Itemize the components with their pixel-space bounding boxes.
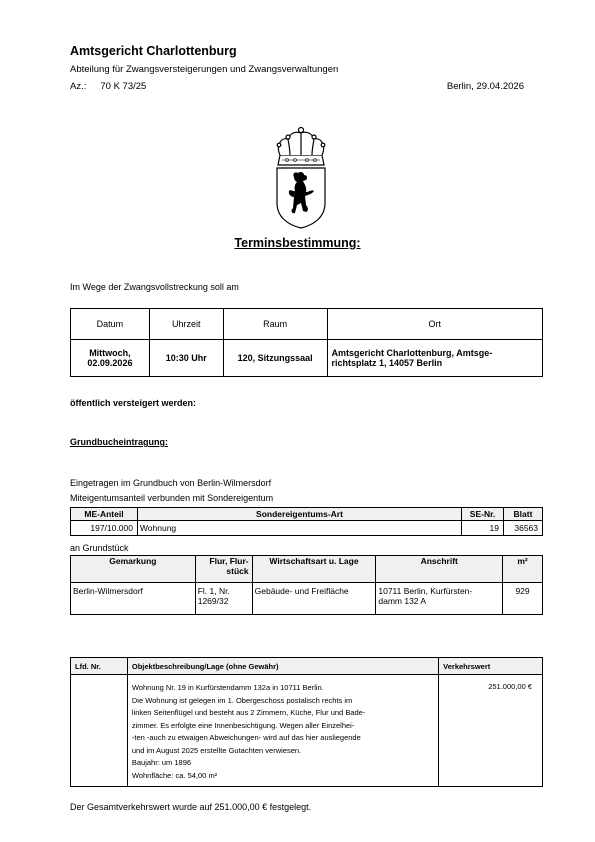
gs-row — [71, 583, 543, 615]
department-name: Abteilung für Zwangsversteigerungen und Zwangsverwaltungen — [70, 64, 339, 75]
eingetragen-text: Eingetragen im Grundbuch von Berlin-Wilmersdorf — [70, 478, 272, 488]
berlin-coat-of-arms-icon — [272, 125, 330, 229]
me-header-row — [71, 508, 543, 521]
termin-raum: 120, Sitzungssaal — [223, 340, 327, 377]
az-number: 70 K 73/25 — [100, 81, 147, 92]
az-label: Az.: — [70, 81, 87, 92]
termin-uhrzeit: 10:30 Uhr — [149, 340, 223, 377]
objekt-beschreibung — [127, 675, 438, 787]
ort-line-1: Amtsgericht Charlottenburg, Amtsge- — [331, 348, 493, 358]
header-wirtschaftsart: Wirtschaftsart u. Lage — [252, 556, 376, 583]
objekt-line: zimmer. Es erfolgte eine Innenbesichtigung. Wegen aller Einzelhei- — [131, 720, 355, 730]
anschrift-line-1: 10711 Berlin, Kurfürsten- — [378, 586, 473, 596]
court-name: Amtsgericht Charlottenburg — [70, 44, 237, 58]
anschrift — [376, 583, 503, 615]
header-flur — [195, 556, 252, 583]
wirtschaftsart: Gebäude- und Freifläche — [252, 583, 376, 615]
header-objektbeschreibung: Objektbeschreibung/Lage (ohne Gewähr) — [127, 658, 438, 675]
termin-datum — [71, 340, 150, 377]
header-raum: Raum — [223, 309, 327, 340]
an-grundstueck-text: an Grundstück — [70, 543, 129, 553]
flur-line-1: Fl. 1, Nr. — [197, 586, 230, 596]
header-blatt: Blatt — [504, 508, 543, 521]
verkehrswert: 251.000,00 € — [439, 675, 543, 787]
header-verkehrswert: Verkehrswert — [439, 658, 543, 675]
qm: 929 — [503, 583, 543, 615]
header-lfd-nr: Lfd. Nr. — [71, 658, 128, 675]
termin-ort — [327, 340, 542, 377]
header-uhrzeit: Uhrzeit — [149, 309, 223, 340]
objekt-line: -ten -auch zu etwaigen Abweichungen- wird auf das hier ausliegende — [131, 733, 361, 742]
datum-weekday: Mittwoch, — [89, 348, 131, 358]
objekt-line: Wohnung Nr. 19 in Kurfürstendamm 132a in 10711 Berlin. — [131, 683, 324, 692]
blatt: 36563 — [504, 521, 543, 536]
objekt-line: Wohnfläche: ca. 54,00 m² — [131, 770, 218, 780]
case-number — [70, 81, 146, 92]
me-table — [70, 507, 543, 536]
summary-text: Der Gesamtverkehrswert wurde auf 251.000,00 € festgelegt. — [70, 802, 312, 812]
header-me-anteil: ME-Anteil — [71, 508, 138, 521]
me-anteil: 197/10.000 — [71, 521, 138, 536]
document-title: Terminsbestimmung: — [234, 236, 361, 250]
objekt-row — [71, 675, 543, 787]
termin-header-row — [71, 309, 543, 340]
se-nr: 19 — [462, 521, 504, 536]
flur-line-2: 1269/32 — [197, 596, 229, 606]
objekt-line: linken Seitenflügel und besteht aus 2 Zimmern, Küche, Flur und Bade- — [131, 708, 366, 717]
header-se-art: Sondereigentums-Art — [137, 508, 461, 521]
header-flur-line-2: stück — [226, 566, 249, 576]
header-qm: m² — [503, 556, 543, 583]
intro-text: Im Wege der Zwangsvollstreckung soll am — [70, 282, 239, 292]
termin-value-row — [71, 340, 543, 377]
objekt-table — [70, 657, 543, 787]
header-datum: Datum — [71, 309, 150, 340]
objekt-header-row — [71, 658, 543, 675]
ort-line-2: richtsplatz 1, 14057 Berlin — [331, 358, 443, 368]
header-gemarkung: Gemarkung — [71, 556, 196, 583]
objekt-line: und im August 2025 erstellte Gutachten verwiesen. — [131, 745, 302, 755]
anschrift-line-2: damm 132 A — [378, 596, 427, 606]
me-row — [71, 521, 543, 536]
miteigentum-text: Miteigentumsanteil verbunden mit Sondereigentum — [70, 493, 274, 503]
se-art: Wohnung — [137, 521, 461, 536]
lfd-nr — [71, 675, 128, 787]
objekt-line: Die Wohnung ist gelegen im 1. Obergeschoss postalisch rechts im — [131, 695, 353, 705]
gemarkung: Berlin-Wilmersdorf — [71, 583, 196, 615]
termin-table — [70, 308, 543, 377]
datum-date: 02.09.2026 — [87, 358, 133, 368]
grundstueck-table — [70, 555, 543, 615]
header-ort: Ort — [327, 309, 542, 340]
header-se-nr: SE-Nr. — [462, 508, 504, 521]
header-anschrift: Anschrift — [376, 556, 503, 583]
auction-text: öffentlich versteigert werden: — [70, 398, 197, 408]
objekt-line: Baujahr: um 1896 — [131, 758, 192, 767]
flur — [195, 583, 252, 615]
place-date: Berlin, 29.04.2026 — [446, 81, 524, 92]
header-flur-line-1: Flur, Flur- — [209, 556, 249, 566]
grundbuch-heading: Grundbucheintragung: — [70, 437, 168, 447]
gs-header-row — [71, 556, 543, 583]
